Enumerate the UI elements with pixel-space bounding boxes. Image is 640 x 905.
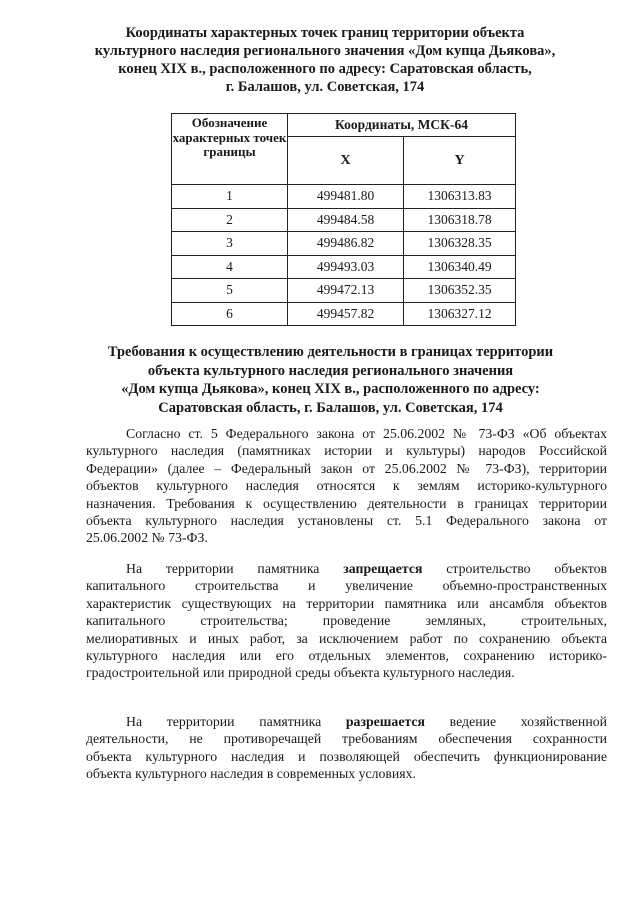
keyword-permitted: разрешается (345, 714, 425, 729)
paragraph-line: деятельности, не противоречащей требованиям обеспечения сохранности (86, 731, 607, 747)
point-number: 1 (172, 185, 288, 209)
subtitle-line: объекта культурного наследия регионального значения (147, 362, 514, 379)
paragraph-line: Согласно ст. 5 Федерального закона от 25.06.2002 № 73-ФЗ «Об объектах (126, 426, 607, 441)
paragraph-line: капитального строительства; проведение земляных, строительных, (86, 613, 607, 629)
coord-x: 499457.82 (288, 302, 404, 326)
title-line: культурного наследия регионального значения «Дом купца Дьякова», (94, 43, 556, 59)
text-fragment: строительство объектов (422, 561, 607, 576)
paragraph-line: градостроительной или природной среды объекта культурного наследия. (86, 665, 515, 681)
paragraph-line: объекта культурного наследия и позволяющей обеспечить функционирование (86, 748, 607, 764)
table-row (172, 232, 516, 256)
subtitle-line: «Дом купца Дьякова», конец XIX в., расположенного по адресу: (121, 381, 540, 397)
header-coordinates: Координаты, МСК-64 (288, 114, 516, 137)
coordinates-table (171, 113, 516, 326)
subtitle-line: Саратовская область, г. Балашов, ул. Советская, 174 (158, 399, 503, 416)
text-fragment: На территории памятника (126, 714, 346, 729)
paragraph-legal-basis (86, 425, 607, 547)
paragraph-permitted (86, 713, 607, 783)
table-row (172, 208, 516, 232)
point-number: 3 (172, 232, 288, 256)
coord-y: 1306352.35 (404, 279, 516, 303)
title-line: г. Балашов, ул. Советская, 174 (225, 79, 425, 95)
table-row (172, 279, 516, 303)
coord-x: 499481.80 (288, 185, 404, 209)
paragraph-line: назначения. Требования к осуществлению деятельности в границах территории (86, 495, 607, 511)
text-fragment: ведение хозяйственной (425, 714, 607, 729)
paragraph-line: 25.06.2002 № 73-ФЗ. (86, 530, 208, 546)
paragraph-prohibited (86, 560, 607, 682)
paragraph-line: капитального строительства и увеличение объемно-пространственных (86, 578, 607, 594)
title-line: конец XIX в., расположенного по адресу: Саратовская область, (118, 61, 532, 77)
paragraph-line: объекта культурного наследия в современных условиях. (86, 766, 416, 782)
paragraph-line (86, 713, 607, 730)
subtitle-line: Требования к осуществлению деятельности в границах территории (107, 344, 554, 360)
header-designation: Обозначение характерных точек границы (172, 114, 288, 185)
point-number: 5 (172, 279, 288, 303)
paragraph-line: объекта культурного наследия установлены ст. 5.1 Федерального закона от (86, 513, 607, 529)
table-row (172, 255, 516, 279)
paragraph-line: культурного наследия или его отдельных элементов, сохранению историко- (86, 648, 607, 664)
header-y: Y (404, 137, 516, 185)
coord-y: 1306340.49 (404, 255, 516, 279)
paragraph-line (86, 560, 607, 577)
coord-y: 1306318.78 (404, 208, 516, 232)
coord-x: 499472.13 (288, 279, 404, 303)
paragraph-line: Федерации» (далее – Федеральный закон от 25.06.2002 № 73-ФЗ), территории (86, 460, 607, 476)
table-row (172, 302, 516, 326)
point-number: 6 (172, 302, 288, 326)
point-number: 4 (172, 255, 288, 279)
coord-x: 499486.82 (288, 232, 404, 256)
requirements-heading (98, 343, 563, 417)
paragraph-line: мелиоративных и иных работ, за исключением работ по сохранению объекта (86, 630, 607, 646)
coord-x: 499493.03 (288, 255, 404, 279)
paragraph-line: культурного наследия (памятниках истории и культуры) народов Российской (86, 443, 607, 459)
coord-x: 499484.58 (288, 208, 404, 232)
coord-y: 1306313.83 (404, 185, 516, 209)
coord-y: 1306327.12 (404, 302, 516, 326)
title-line: Координаты характерных точек границ территории объекта (125, 25, 525, 41)
header-x: X (288, 137, 404, 185)
document-title (90, 24, 560, 96)
point-number: 2 (172, 208, 288, 232)
paragraph-line: характеристик существующих на территории памятника или ансамбля объектов (86, 595, 607, 611)
table-row (172, 185, 516, 209)
coord-y: 1306328.35 (404, 232, 516, 256)
keyword-prohibited: запрещается (343, 561, 423, 576)
text-fragment: На территории памятника (126, 561, 344, 576)
paragraph-line: объектов культурного наследия относятся к землям историко-культурного (86, 478, 607, 494)
